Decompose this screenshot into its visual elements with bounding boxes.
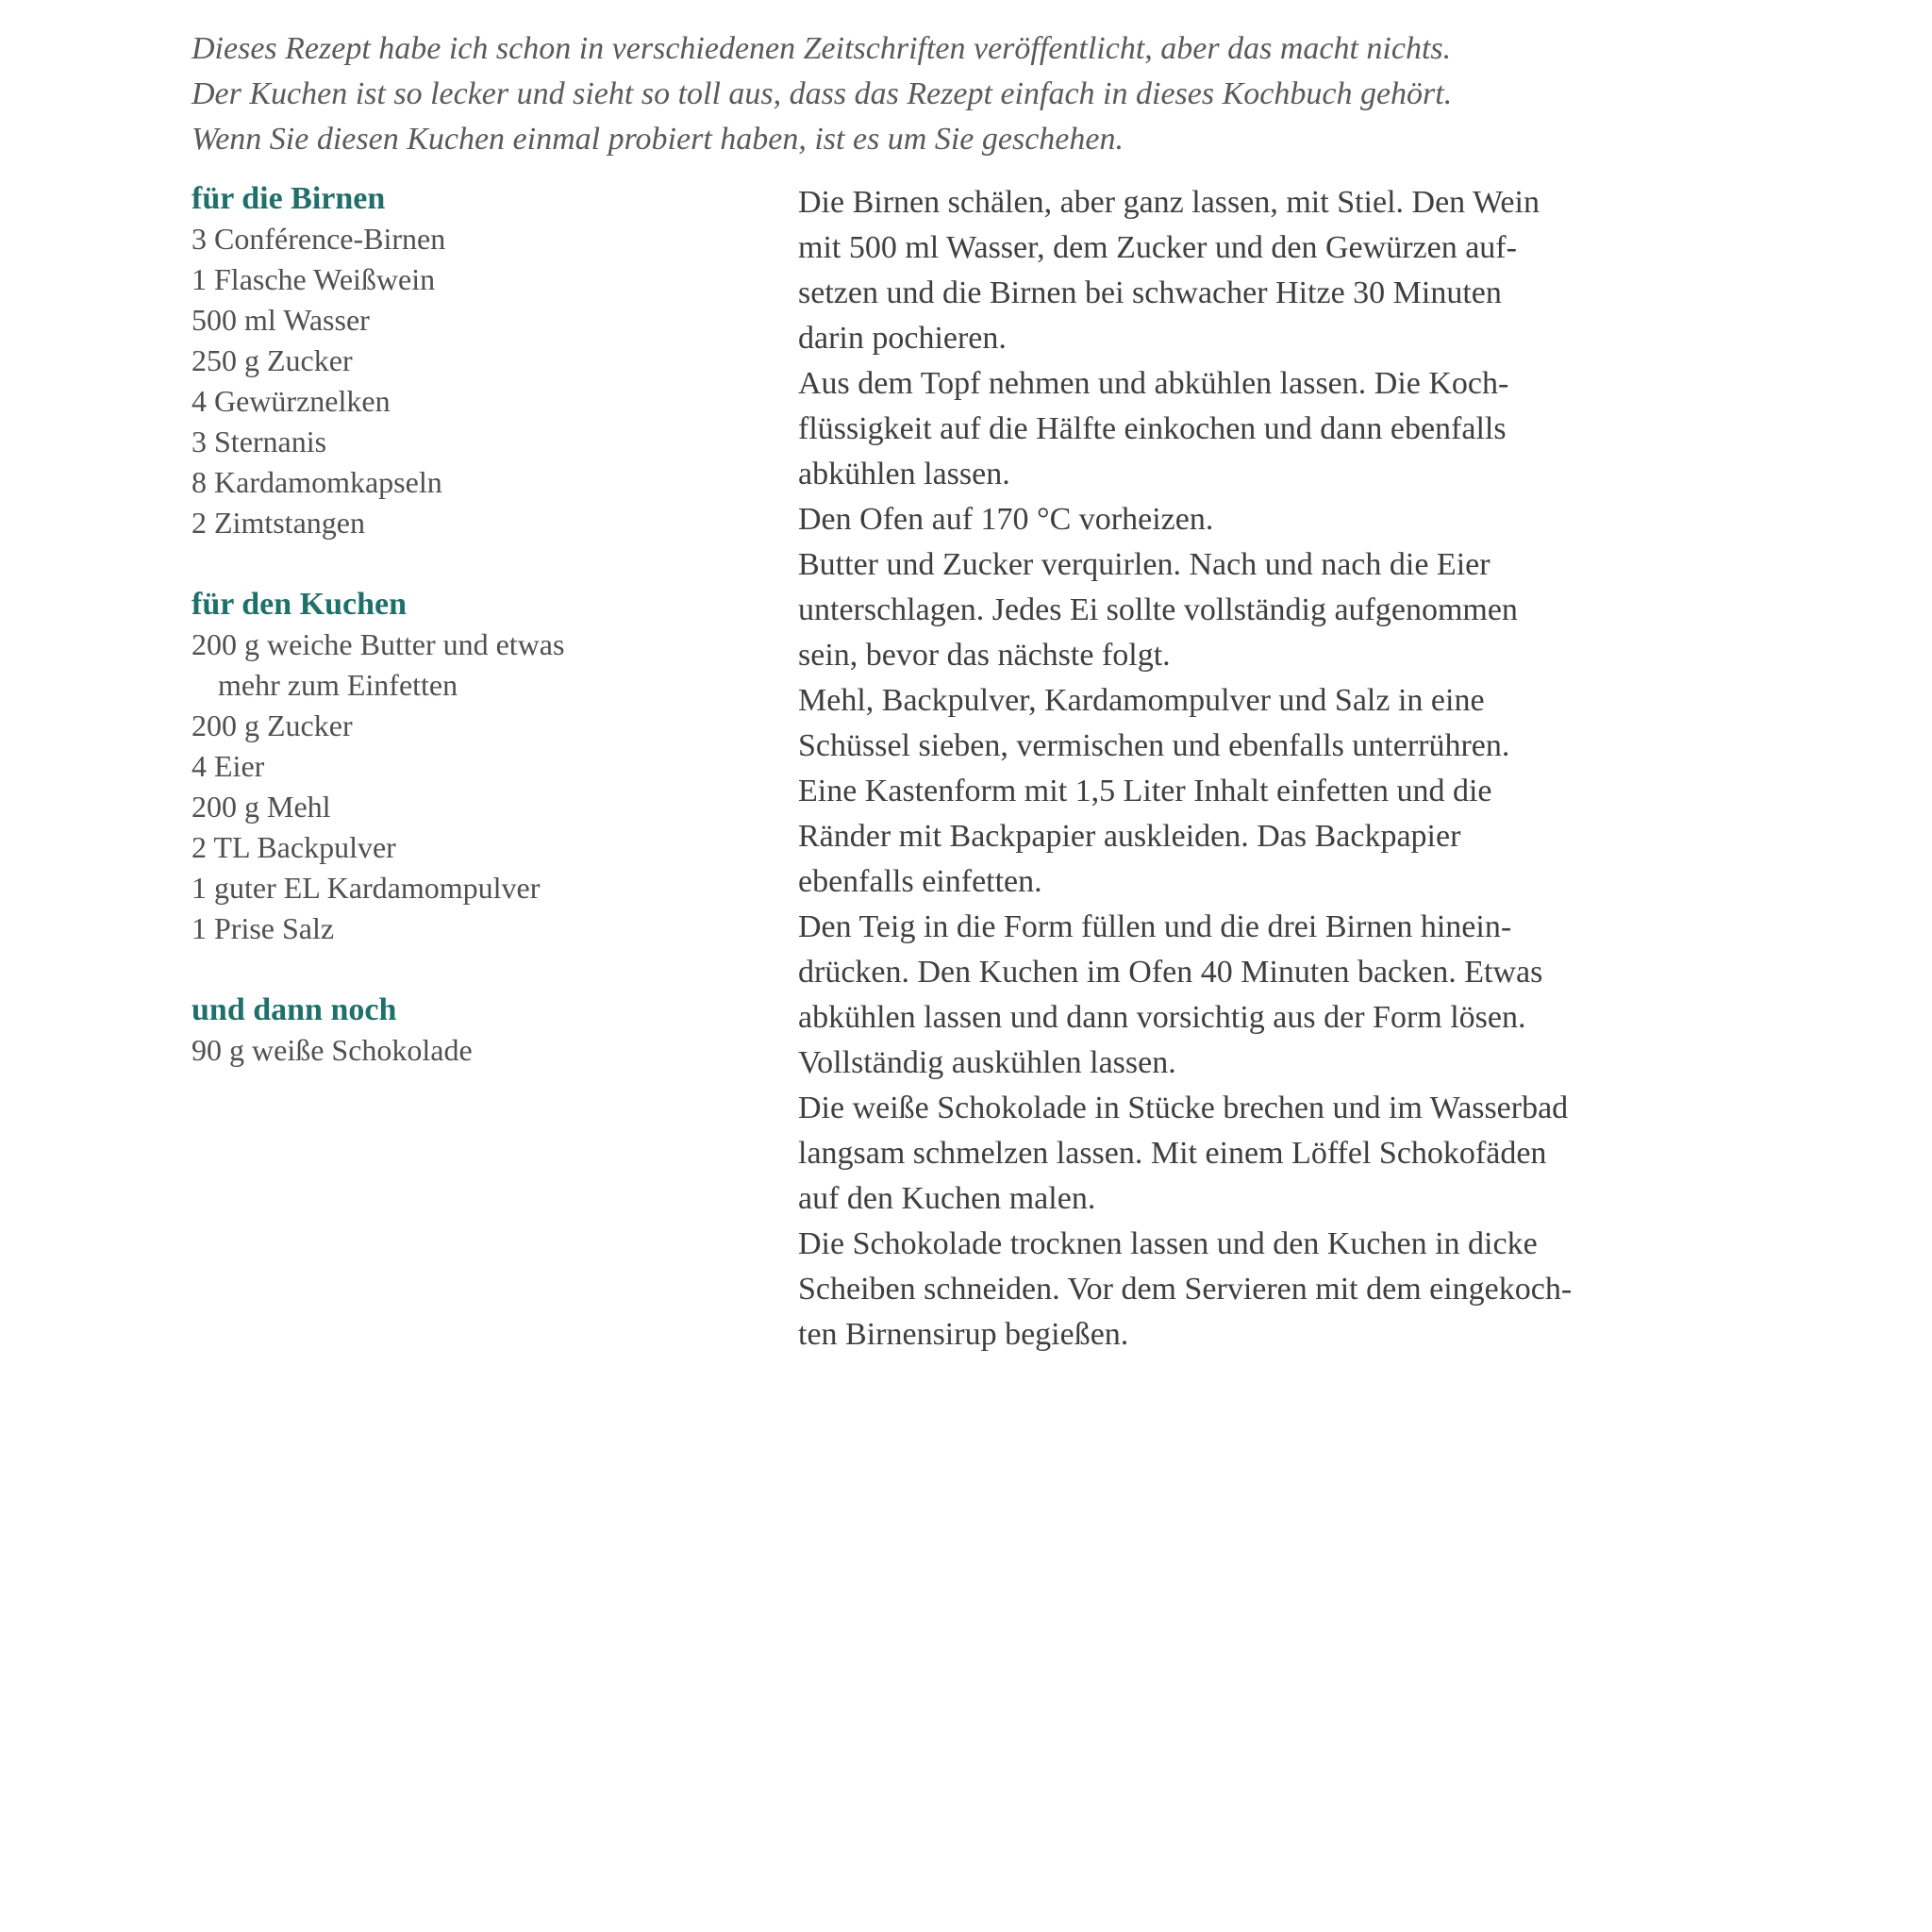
intro-line: Der Kuchen ist so lecker und sieht so toll aus, dass das Rezept einfach in dieses Kochbuch gehört. (192, 76, 1453, 111)
ingredient-item: 200 g Zucker (192, 708, 353, 742)
ingredient-section-extra (192, 990, 795, 1071)
intro-line: Wenn Sie diesen Kuchen einmal probiert haben, ist es um Sie geschehen. (192, 122, 1124, 157)
ingredient-item: 200 g Mehl (192, 790, 331, 824)
ingredient-item: 3 Sternanis (192, 425, 327, 458)
ingredient-item: 200 g weiche Butter und etwas (192, 627, 565, 661)
method-line: darin pochieren. (798, 321, 1007, 356)
ingredient-item: 250 g Zucker (192, 343, 353, 377)
ingredient-item: 1 Prise Salz (192, 911, 335, 945)
method-line: Vollständig auskühlen lassen. (798, 1045, 1176, 1080)
method-line: ten Birnensirup begießen. (798, 1317, 1129, 1352)
method-line: sein, bevor das nächste folgt. (798, 638, 1171, 673)
method-line: mit 500 ml Wasser, dem Zucker und den Gewürzen auf- (798, 230, 1517, 265)
ingredient-section-pears (192, 178, 795, 543)
method-line: Aus dem Topf nehmen und abkühlen lassen. Die Koch- (798, 366, 1509, 401)
method-line: Die Birnen schälen, aber ganz lassen, mit Stiel. Den Wein (798, 185, 1540, 220)
section-title: und dann noch (192, 992, 397, 1027)
ingredient-item: 4 Gewürznelken (192, 384, 391, 418)
method-line: setzen und die Birnen bei schwacher Hitze 30 Minuten (798, 275, 1502, 310)
method-line: Schüssel sieben, vermischen und ebenfalls unterrühren. (798, 728, 1510, 763)
method-line: ebenfalls einfetten. (798, 864, 1042, 899)
method-line: Scheiben schneiden. Vor dem Servieren mit dem eingekoch- (798, 1272, 1573, 1307)
ingredient-item: 2 Zimtstangen (192, 506, 365, 540)
ingredient-item: 8 Kardamomkapseln (192, 465, 442, 499)
ingredient-item: 500 ml Wasser (192, 303, 370, 337)
intro-text (192, 26, 1720, 162)
method-line: Eine Kastenform mit 1,5 Liter Inhalt einfetten und die (798, 774, 1492, 808)
method-line: langsam schmelzen lassen. Mit einem Löffel Schokofäden (798, 1136, 1547, 1171)
method-line: unterschlagen. Jedes Ei sollte vollständig aufgenommen (798, 592, 1518, 627)
section-title: für die Birnen (192, 181, 386, 216)
method-line: Den Teig in die Form füllen und die drei Birnen hinein- (798, 909, 1512, 944)
method-line: Butter und Zucker verquirlen. Nach und nach die Eier (798, 547, 1491, 582)
ingredient-section-cake (192, 584, 795, 949)
ingredient-item: 2 TL Backpulver (192, 830, 396, 864)
method-line: drücken. Den Kuchen im Ofen 40 Minuten backen. Etwas (798, 955, 1543, 990)
ingredient-item: 1 guter EL Kardamompulver (192, 871, 541, 905)
method-line: Die weiße Schokolade in Stücke brechen und im Wasserbad (798, 1091, 1569, 1125)
method-column (798, 180, 1741, 1357)
section-title: für den Kuchen (192, 587, 407, 622)
method-line: abkühlen lassen und dann vorsichtig aus der Form lösen. (798, 1000, 1526, 1035)
ingredient-item: 1 Flasche Weißwein (192, 262, 436, 296)
ingredient-item: 4 Eier (192, 749, 265, 783)
method-line: Mehl, Backpulver, Kardamompulver und Salz in eine (798, 683, 1485, 718)
intro-line: Dieses Rezept habe ich schon in verschiedenen Zeitschriften veröffentlicht, aber das macht nichts. (192, 31, 1452, 66)
method-line: abkühlen lassen. (798, 457, 1010, 491)
method-line: Die Schokolade trocknen lassen und den Kuchen in dicke (798, 1226, 1538, 1261)
method-line: Den Ofen auf 170 °C vorheizen. (798, 502, 1214, 537)
ingredient-item-continuation: mehr zum Einfetten (218, 668, 458, 702)
ingredient-item: 90 g weiße Schokolade (192, 1033, 473, 1067)
method-line: flüssigkeit auf die Hälfte einkochen und dann ebenfalls (798, 411, 1507, 446)
ingredients-column (192, 178, 795, 1111)
ingredient-item: 3 Conférence-Birnen (192, 222, 446, 256)
method-line: Ränder mit Backpapier auskleiden. Das Backpapier (798, 819, 1461, 854)
method-line: auf den Kuchen malen. (798, 1181, 1096, 1216)
